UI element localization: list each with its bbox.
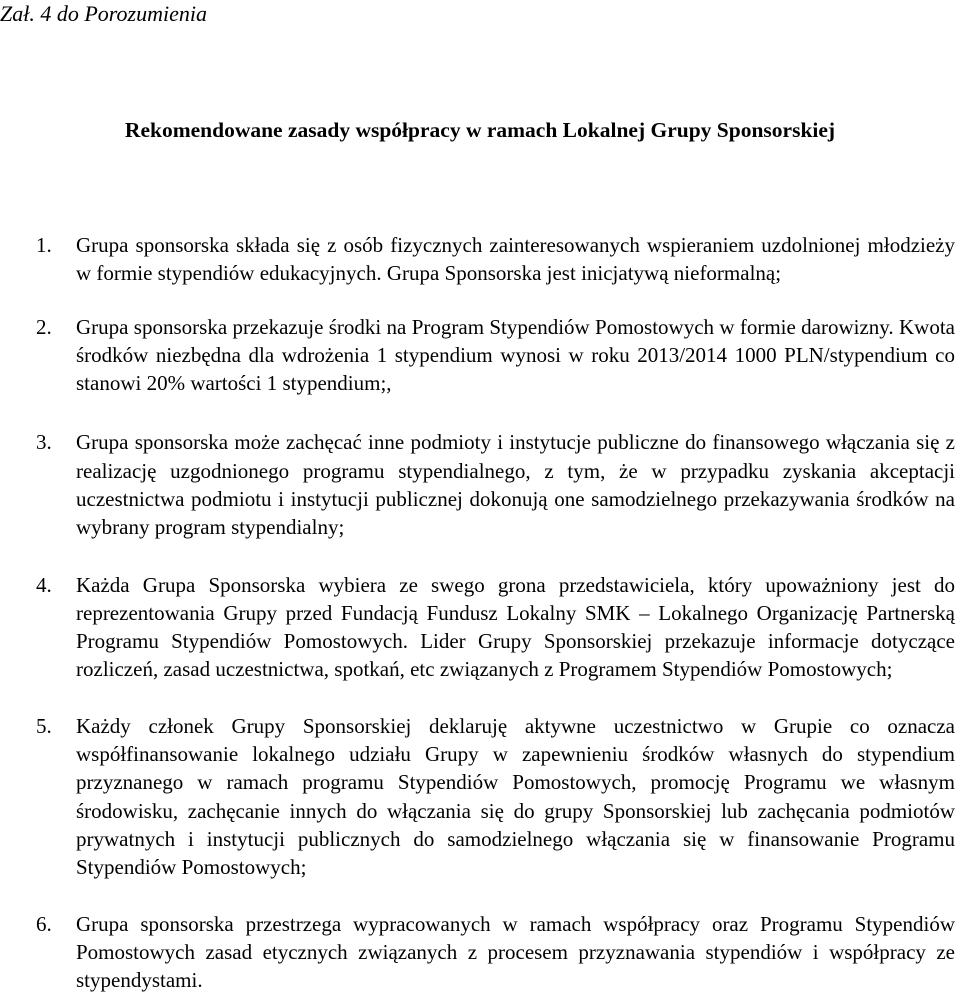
rule-text: Każda Grupa Sponsorska wybiera ze swego grona przedstawiciela, który upoważniony jest do reprezentowania Grupy przed Fundacją Fundusz Lokalny SMK – Lokalnego Organizację Partnerską Programu Stypendiów Pomostowych. Lider Grupy Sponsorskiej przekazuje informacje dotyczące rozliczeń, zasad uczestnictwa, spotkań, etc związanych z Programem Stypendiów Pomostowych;: [76, 572, 955, 682]
rules-list: [0, 231, 960, 994]
rule-number: 1.: [36, 233, 52, 257]
rule-item-5: [0, 712, 960, 881]
rule-number: 2.: [36, 315, 52, 340]
rule-text: Grupa sponsorska może zachęcać inne podmioty i instytucje publiczne do finansowego włączania się z realizację uzgodnionego programu stypendialnego, z tym, że w przypadku zyskania akceptacji uczestnictwa podmiotu i instytucji publicznej dokonują one samodzielnego przekazywania środków na wybrany program stypendialny;: [76, 430, 955, 539]
rule-item-2: [0, 313, 960, 397]
rule-item-4: [0, 571, 960, 683]
rule-text: Każdy członek Grupy Sponsorskiej deklaruję aktywne uczestnictwo w Grupie co oznacza współfinansowanie lokalnego udziału Grupy w zapewnieniu środków własnych do stypendium przyznanego w ramach programu Stypendiów Pomostowych, promocję Programu we własnym środowisku, zachęcanie innych do włączania się do grupy Sponsorskiej lub zachęcania podmiotów prywatnych i instytucji publicznych do samodzielnego włączania się w finansowanie Programu Stypendiów Pomostowych;: [76, 714, 955, 879]
rule-text: Grupa sponsorska przekazuje środki na Program Stypendiów Pomostowych w formie darowizny. Kwota środków niezbędna dla wdrożenia 1 stypendium wynosi w roku 2013/2014 1000 PLN/stypendium co stanowi 20% wartości 1 stypendium;,: [76, 315, 955, 396]
rule-number: 3.: [36, 430, 52, 455]
rule-number: 6.: [36, 911, 52, 936]
rule-number: 5.: [36, 714, 52, 739]
rule-number: 4.: [36, 572, 52, 597]
rule-text: Grupa sponsorska składa się z osób fizycznych zainteresowanych wspieraniem uzdolnionej młodzieży w formie stypendiów edukacyjnych. Grupa Sponsorska jest inicjatywą nieformalną;: [76, 233, 955, 286]
rule-item-1: [0, 231, 960, 287]
attachment-note: Zał. 4 do Porozumienia: [0, 1, 207, 26]
rule-item-6: [0, 910, 960, 994]
rule-item-3: [0, 428, 960, 540]
rule-text: Grupa sponsorska przestrzega wypracowanych w ramach współpracy oraz Programu Stypendiów Pomostowych zasad etycznych związanych z procesem przyznawania stypendiów i współpracy ze stypendystami.: [76, 911, 955, 992]
document-title: Rekomendowane zasady współpracy w ramach Lokalnej Grupy Sponsorskiej: [124, 118, 836, 142]
